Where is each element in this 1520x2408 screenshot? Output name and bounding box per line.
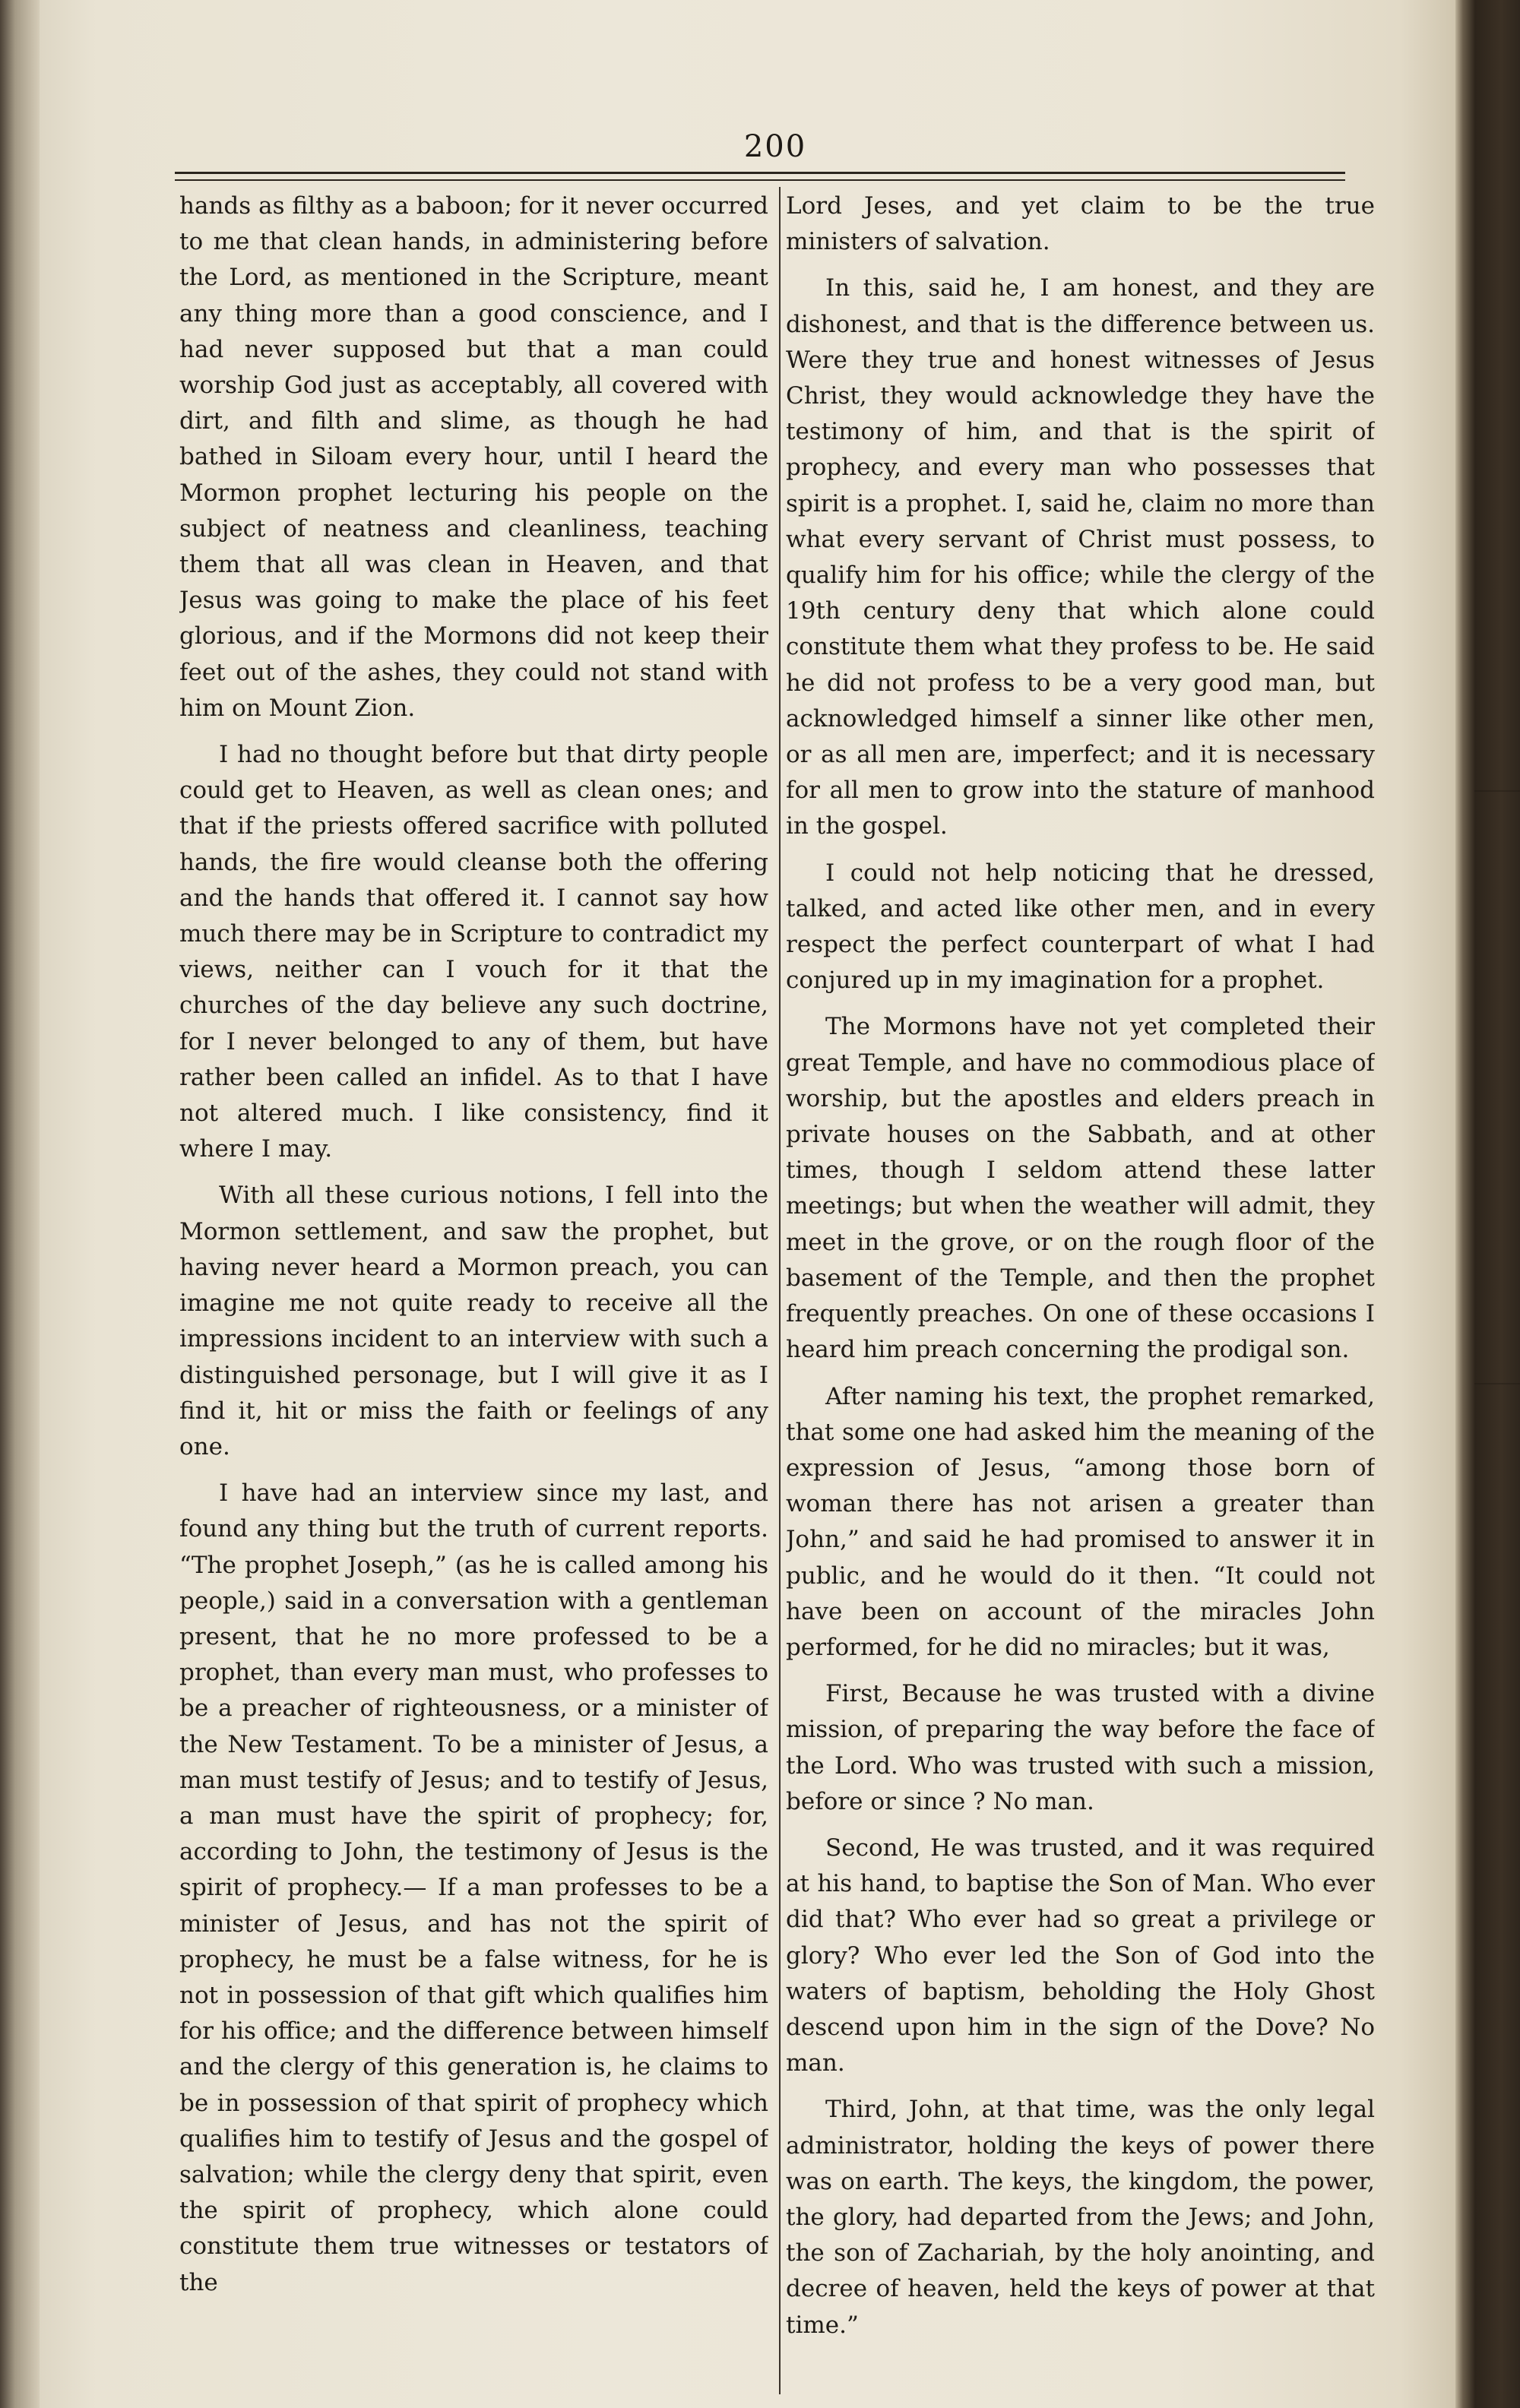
paragraph: The Mormons have not yet completed their great Temple, and have no commodious place of worship, but the apostles and elders preach in private houses on the Sabbath, and at other times, though I seldom attend these latter meetings; but when the weather will admit, they meet in the grove, or on the rough floor of the basement of the Temple, and then the prophet frequently preaches. On one of these occasions I heard him preach concerning the prodigal son. <box>786 1013 1375 1364</box>
left-text-column <box>179 188 768 2392</box>
bleed-through-mark <box>1474 1383 1520 1384</box>
paragraph: Second, He was trusted, and it was required at his hand, to baptise the Son of Man. Who ever did that? Who ever had so great a privilege or glory? Who ever led the Son of God into the waters of baptism, beholding the Holy Ghost descend upon him in the sign of the Dove? No man. <box>786 1834 1375 2077</box>
book-binding-gutter <box>0 0 40 2408</box>
paragraph: First, Because he was trusted with a divine mission, of preparing the way before the face of the Lord. Who was trusted with such a mission, before or since ? No man. <box>786 1680 1375 1815</box>
column-divider <box>779 187 781 2394</box>
right-text-column <box>786 188 1375 2392</box>
paragraph: After naming his text, the prophet remarked, that some one had asked him the meaning of the expression of Jesus, “among those born of woman there has not arisen a greater than John,” and said he had promised to answer it in public, and he would do it then. “It could not have been on account of the miracles John performed, for he did no miracles; but it was, <box>786 1382 1375 1661</box>
paragraph: With all these curious notions, I fell into the Mormon settlement, and saw the prophet, but having never heard a Mormon preach, you can imagine me not quite ready to receive all the impressions incident to an interview with such a distinguished personage, but I will give it as I find it, hit or miss the faith or feelings of any one. <box>179 1182 768 1460</box>
next-page-edge <box>1455 0 1520 2408</box>
paragraph: hands as filthy as a baboon; for it never occurred to me that clean hands, in administering before the Lord, as mentioned in the Scripture, meant any thing more than a good conscience, and I had never supposed but that a man could worship God just as acceptably, all covered with dirt, and filth and slime, as though he had bathed in Siloam every hour, until I heard the Mormon prophet lecturing his people on the subject of neatness and cleanliness, teaching them that all was clean in Heaven, and that Jesus was going to make the place of his feet glorious, and if the Mormons did not keep their feet out of the ashes, they could not stand with him on Mount Zion. <box>179 192 768 722</box>
paragraph: In this, said he, I am honest, and they are dishonest, and that is the difference between us. Were they true and honest witnesses of Jesus Christ, they would acknowledge they have the testimony of him, and that is the spirit of prophecy, and every man who possesses that spirit is a prophet. I, said he, claim no more than what every servant of Christ must possess, to qualify him for his office; while the clergy of the 19th century deny that which alone could constitute them what they profess to be. He said he did not profess to be a very good man, but acknowledged himself a sinner like other men, or as all men are, imperfect; and it is necessary for all men to grow into the stature of manhood in the gospel. <box>786 274 1375 840</box>
paragraph: Lord Jeses, and yet claim to be the true ministers of salvation. <box>786 192 1375 256</box>
paragraph: I could not help noticing that he dressed, talked, and acted like other men, and in every respect the perfect counterpart of what I had conjured up in my imagination for a prophet. <box>786 859 1375 995</box>
bleed-through-mark <box>1474 790 1520 792</box>
page-number: 200 <box>743 129 807 164</box>
header-rule-thin <box>175 179 1345 181</box>
paragraph: I have had an interview since my last, and found any thing but the truth of current reports. “The prophet Joseph,” (as he is called among his people,) said in a conversation with a gentleman present, that he no more professed to be a prophet, than every man must, who professes to be a preacher of righteousness, or a minister of the New Testament. To be a minister of Jesus, a man must testify of Jesus; and to testify of Jesus, a man must have the spirit of prophecy; for, according to John, the testimony of Jesus is the spirit of prophecy.— If a man professes to be a minister of Jesus, and has not the spirit of prophecy, he must be a false witness, for he is not in possession of that gift which qualifies him for his office; and the difference between himself and the clergy of this generation is, he claims to be in possession of that spirit of prophecy which qualifies him to testify of Jesus and the gospel of salvation; while the clergy deny that spirit, even the spirit of prophecy, which alone could constitute them true witnesses or testators of the <box>179 1479 768 2296</box>
paragraph: I had no thought before but that dirty people could get to Heaven, as well as clean ones; and that if the priests offered sacrifice with polluted hands, the fire would cleanse both the offering and the hands that offered it. I cannot say how much there may be in Scripture to contradict my views, neither can I vouch for it that the churches of the day believe any such doctrine, for I never belonged to any of them, but have rather been called an infidel. As to that I have not altered much. I like consistency, find it where I may. <box>179 741 768 1163</box>
header-rule <box>175 172 1345 174</box>
paragraph: Third, John, at that time, was the only legal administrator, holding the keys of power there was on earth. The keys, the kingdom, the power, the glory, had departed from the Jews; and John, the son of Zachariah, by the holy anointing, and decree of heaven, held the keys of power at that time.” <box>786 2096 1375 2339</box>
